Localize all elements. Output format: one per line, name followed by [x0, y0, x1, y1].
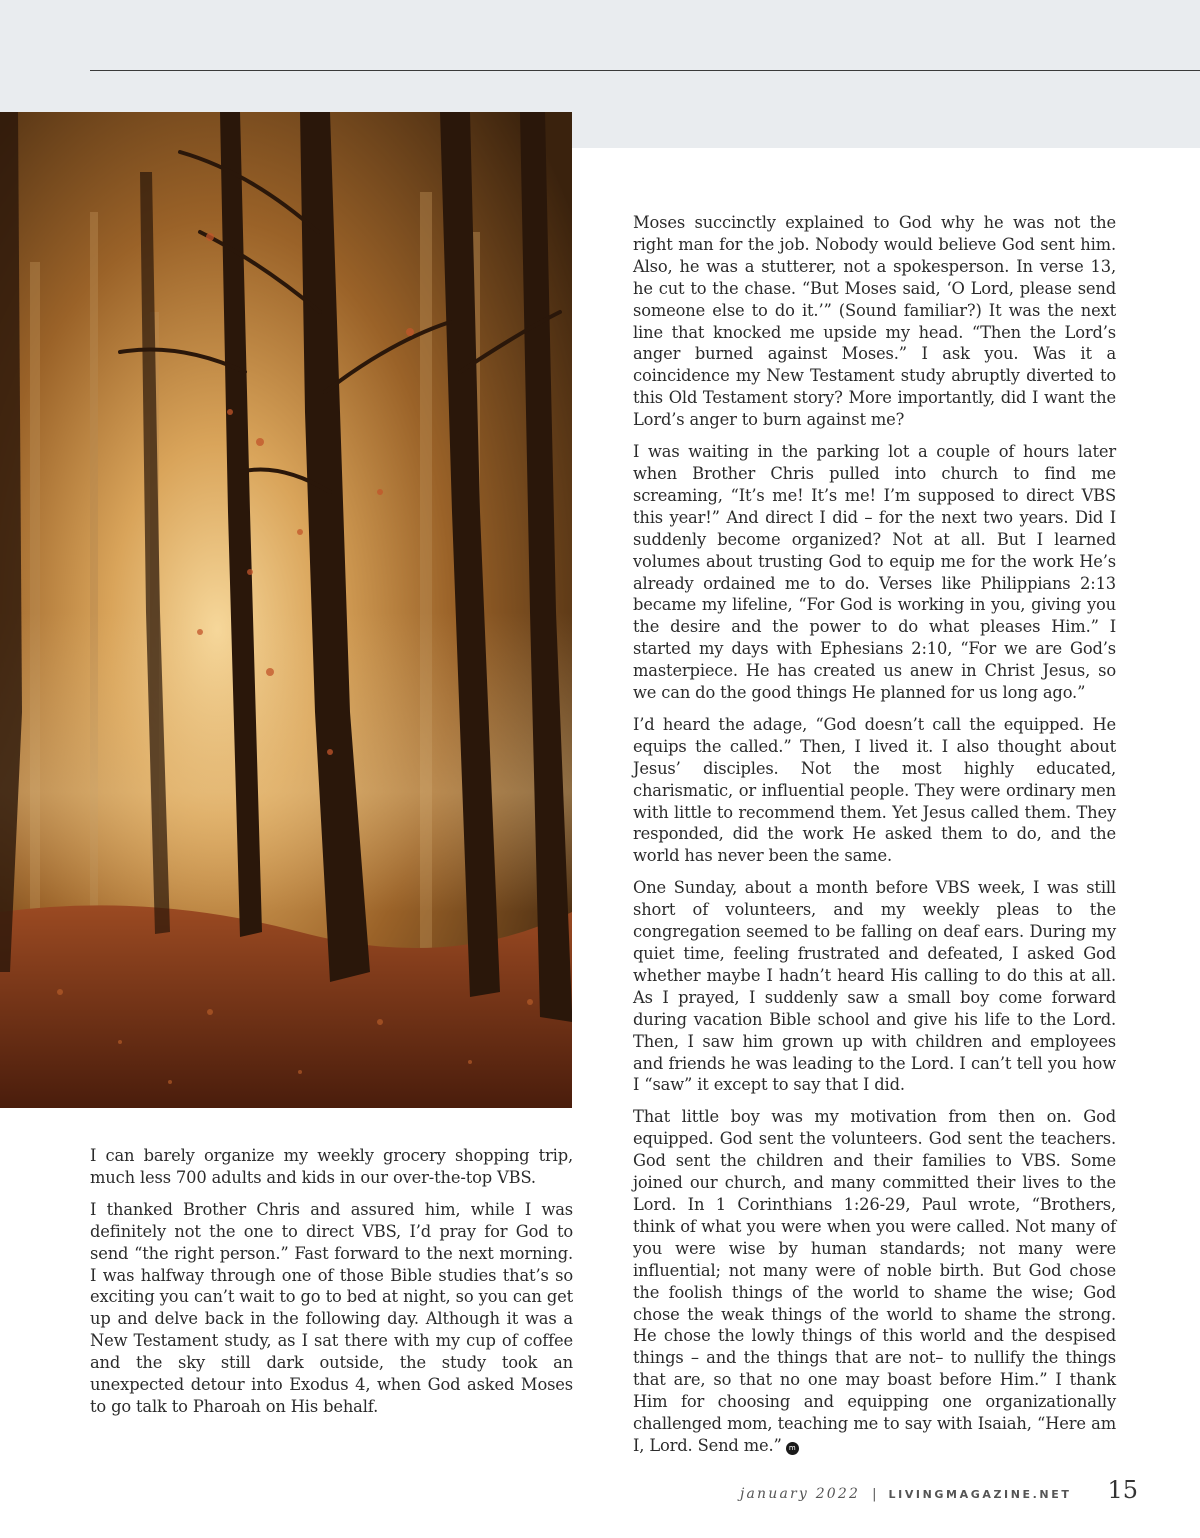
paragraph: One Sunday, about a month before VBS week, I was still short of volunteers, and my weekly pleas to the congregation seemed to be falling on deaf ears. During my quiet time, feeling frustrated and defeated, I asked God whether maybe I hadn’t heard His calling to do this at all. As I prayed, I suddenly saw a small boy come forward during vacation Bible school and give his life to the Lord. Then, I saw him grown up with children and employees and friends he was leading to the Lord. I can’t tell you how I “saw” it except to say that I did.	[633, 878, 1116, 1095]
issue-date: january 2022	[739, 1486, 861, 1502]
paragraph: Moses succinctly explained to God why he was not the right man for the job. Nobody would believe God sent him. Also, he was a stutterer, not a spokesperson. In verse 13, he cut to the chase. “But Moses said, ‘O Lord, please send someone else to do it.’” (Sound familiar?) It was the next line that knocked me upside my head. “Then the Lord’s anger burned against Moses.” I ask you. Was it a coincidence my New Testament study abruptly diverted to this Old Testament story? More importantly, did I want the Lord’s anger to burn against me?	[633, 213, 1116, 430]
page-footer	[740, 1476, 1138, 1506]
end-mark-icon: m	[786, 1442, 799, 1455]
paragraph	[633, 1106, 1116, 1457]
paragraph: I can barely organize my weekly grocery shopping trip, much less 700 adults and kids in our over-the-top VBS.	[90, 1146, 573, 1187]
magazine-website: LIVINGMAGAZINE.NET	[888, 1488, 1072, 1501]
right-text-column	[633, 212, 1116, 1467]
page-number: 15	[1107, 1476, 1138, 1504]
paragraph: I thanked Brother Chris and assured him, while I was definitely not the one to direct VBS, I’d pray for God to send “the right person.” Fast forward to the next morning. I was halfway through one of those Bible studies that’s so exciting you can’t wait to go to bed at night, so you can get up and delve back in the following day. Although it was a New Testament study, as I sat there with my cup of coffee and the sky still dark outside, the study took an unexpected detour into Exodus 4, when God asked Moses to go talk to Pharoah on His behalf.	[90, 1199, 573, 1416]
paragraph-text: That little boy was my motivation from then on. God equipped. God sent the volunteers. God sent the teachers. God sent the children and their families to VBS. Some joined our church, and many committed their lives to the Lord. In 1 Corinthians 1:26-29, Paul wrote, “Brothers, think of what you were when you were called. Not many of you were wise by human standards; not many were influential; not many were of noble birth. But God chose the foolish things of the world to shame the wise; God chose the weak things of the world to shame the strong. He chose the lowly things of this world and the despised things – and the things that are not– to nullify the things that are, so that no one may boast before Him.” I thank Him for choosing and equipping one organizationally challenged mom, teaching me to say with Isaiah, “Here am I, Lord. Send me.”	[633, 1107, 1116, 1455]
paragraph: I’d heard the adage, “God doesn’t call the equipped. He equips the called.” Then, I lived it. I also thought about Jesus’ disciples. Not the most highly educated, charismatic, or influential people. They were ordinary men with little to recommend them. Yet Jesus called them. They responded, did the work He asked them to do, and the world has never been the same.	[633, 714, 1116, 866]
top-rule	[90, 70, 1200, 71]
left-text-column	[90, 1145, 573, 1428]
forest-photo	[0, 112, 572, 1108]
paragraph: I was waiting in the parking lot a couple of hours later when Brother Chris pulled into church to find me screaming, “It’s me! It’s me! I’m supposed to direct VBS this year!” And direct I did – for the next two years. Did I suddenly become organized? Not at all. But I learned volumes about trusting God to equip me for the work He’s already ordained me to do. Verses like Philippians 2:13 became my lifeline, “For God is working in you, giving you the desire and the power to do what pleases Him.” I started my days with Ephesians 2:10, “For we are God’s masterpiece. He has created us anew in Christ Jesus, so we can do the good things He planned for us long ago.”	[633, 442, 1116, 703]
footer-separator: |	[872, 1487, 877, 1502]
